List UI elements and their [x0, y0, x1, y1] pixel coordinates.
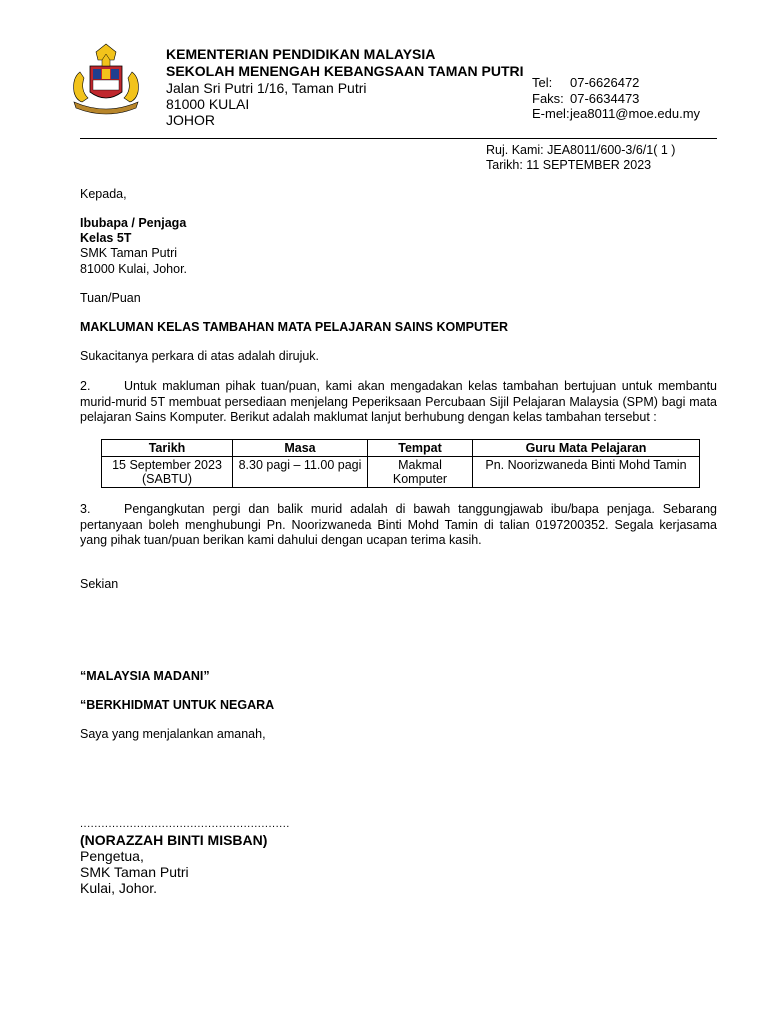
col-header-guru: Guru Mata Pelajaran [473, 440, 700, 457]
table-row [102, 457, 700, 488]
paragraph-1: Sukacitanya perkara di atas adalah dirujuk. [80, 349, 320, 363]
paragraph-2-rest: murid-murid 5T membuat persediaan menjelang Peperiksaan Percubaan Sijil Pelajaran Malaysia (SPM) bagi mata pelajaran Sains Komputer. Berikut adalah maklumat lanjut berhubung dengan kelas tambahan tersebut : [80, 394, 717, 424]
paragraph-3-number: 3. [80, 502, 91, 516]
motto-1: “MALAYSIA MADANI” [80, 669, 210, 683]
paragraph-3-rest: pertanyaan boleh menghubungi Pn. Noorizwaneda Binti Mohd Tamin di talian 0197200352. Segala kerjasama yang pihak tuan/puan berikan kami dahului dengan ucapan terima kasih. [80, 517, 717, 547]
ministry-name: KEMENTERIAN PENDIDIKAN MALAYSIA [166, 46, 436, 62]
tel-value: 07-6626472 [570, 75, 640, 90]
col-header-tempat: Tempat [368, 440, 473, 457]
paragraph-3-first-text: Pengangkutan pergi dan balik murid adalah di bawah tanggungjawab ibu/bapa penjaga. Sebarang [124, 502, 717, 516]
address-line-2: 81000 KULAI [166, 96, 250, 112]
class-info-table [101, 439, 700, 488]
trust-line: Saya yang menjalankan amanah, [80, 727, 266, 741]
signatory-title: Pengetua, [80, 848, 144, 864]
col-header-masa: Masa [233, 440, 368, 457]
email-value: jea8011@moe.edu.my [570, 106, 701, 121]
cell-masa: 8.30 pagi – 11.00 pagi [233, 457, 368, 488]
paragraph-2-number: 2. [80, 379, 91, 393]
letter-date: Tarikh: 11 SEPTEMBER 2023 [486, 158, 652, 172]
signature-line: ........................................................... [80, 818, 290, 830]
recipient-line-4: 81000 Kulai, Johor. [80, 262, 188, 276]
cell-guru: Pn. Noorizwaneda Binti Mohd Tamin [473, 457, 700, 488]
cell-tempat [368, 457, 473, 488]
signatory-name: (NORAZZAH BINTI MISBAN) [80, 832, 268, 848]
paragraph-2 [80, 379, 717, 426]
col-header-tarikh: Tarikh [102, 440, 233, 457]
email-label: E-mel: [532, 106, 570, 121]
cell-place-line-2: Komputer [392, 472, 448, 486]
table-header-row [102, 440, 700, 457]
cell-date-line-1: 15 September 2023 [112, 458, 222, 472]
paragraph-3 [80, 502, 717, 549]
tel-label: Tel: [532, 75, 553, 90]
fax-value: 07-6634473 [570, 91, 640, 106]
paragraph-2-first-line [80, 379, 717, 395]
school-name: SEKOLAH MENENGAH KEBANGSAAN TAMAN PUTRI [166, 63, 524, 79]
address-line-1: Jalan Sri Putri 1/16, Taman Putri [166, 80, 367, 96]
address-line-3: JOHOR [166, 112, 215, 128]
recipient-line-2: Kelas 5T [80, 231, 132, 245]
contact-fax [532, 91, 639, 107]
recipient-line-1: Ibubapa / Penjaga [80, 216, 187, 230]
header-divider [80, 138, 717, 139]
closing: Sekian [80, 577, 119, 591]
cell-place-line-1: Makmal [398, 458, 442, 472]
reference-number: Ruj. Kami: JEA8011/600-3/6/1( 1 ) [486, 143, 676, 157]
motto-2: “BERKHIDMAT UNTUK NEGARA [80, 698, 275, 712]
cell-date-line-2: (SABTU) [142, 472, 192, 486]
contact-tel [532, 75, 639, 91]
salutation: Tuan/Puan [80, 291, 141, 305]
recipient-line-3: SMK Taman Putri [80, 246, 178, 260]
kepada-label: Kepada, [80, 187, 127, 201]
cell-tarikh [102, 457, 233, 488]
paragraph-2-first-text: Untuk makluman pihak tuan/puan, kami akan mengadakan kelas tambahan bertujuan untuk membantu [124, 379, 717, 393]
letter-subject: MAKLUMAN KELAS TAMBAHAN MATA PELAJARAN SAINS KOMPUTER [80, 320, 508, 334]
signatory-place: Kulai, Johor. [80, 880, 158, 896]
paragraph-3-first-line [80, 502, 717, 518]
coat-of-arms-logo [66, 42, 146, 118]
fax-label: Faks: [532, 91, 564, 106]
signatory-school: SMK Taman Putri [80, 864, 189, 880]
contact-email [532, 106, 700, 122]
